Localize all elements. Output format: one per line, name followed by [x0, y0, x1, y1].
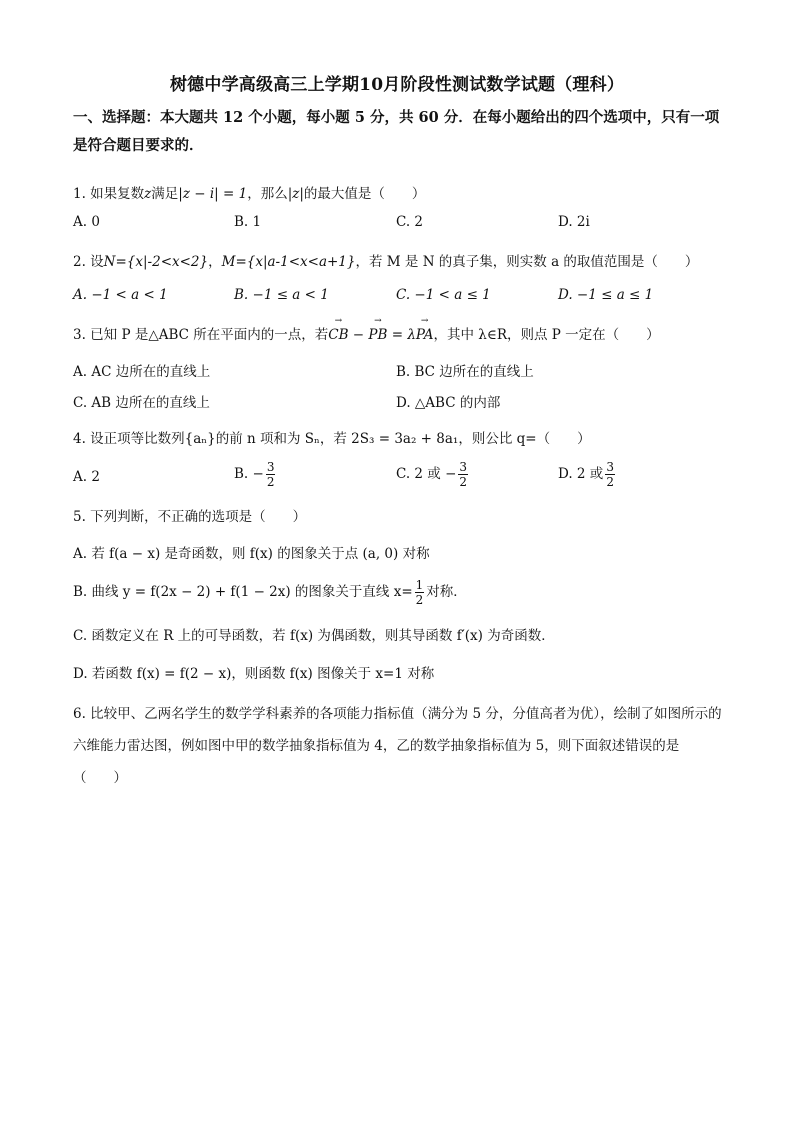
- question-3: [73, 323, 660, 343]
- q1-mid: 满足: [151, 186, 179, 202]
- q4-d-fraction: [605, 460, 615, 489]
- q3-option-c: C. AB 边所在的直线上: [73, 395, 210, 411]
- fraction-denominator: 2: [415, 593, 424, 607]
- q3-suffix: ，其中 λ∈R，则点 P 一定在（ ）: [433, 327, 660, 343]
- q1-option-d: D. 2i: [558, 214, 590, 230]
- q4-option-c: [396, 460, 470, 489]
- fraction-denominator: 2: [266, 475, 275, 489]
- q3-eq: = λ: [387, 327, 416, 343]
- q1-option-b: B. 1: [234, 214, 262, 230]
- q2-set-m: M={x|a-1<x<a+1}: [221, 254, 356, 270]
- question-5: 5. 下列判断，不正确的选项是（ ）: [73, 509, 307, 525]
- fraction-denominator: 2: [606, 475, 614, 489]
- q3-vector-pa: → PA: [416, 327, 434, 343]
- fraction-numerator: 3: [459, 460, 468, 474]
- q5-b-suffix: 对称．: [426, 584, 467, 600]
- q2-option-b: B. −1 ≤ a < 1: [234, 287, 329, 303]
- fraction-numerator: 1: [415, 578, 424, 592]
- q3-option-d: D. △ABC 的内部: [396, 395, 501, 411]
- q2-option-c: C. −1 < a ≤ 1: [396, 287, 491, 303]
- fraction-numerator: 3: [266, 460, 275, 474]
- q4-c-prefix: C. 2 或 −: [396, 466, 457, 482]
- fraction-denominator: 2: [459, 475, 468, 489]
- q4-b-fraction: [266, 460, 276, 489]
- section-heading: 一、选择题：本大题共 12 个小题，每小题 5 分，共 60 分．在每小题给出的四个选项中，只有一项是符合题目要求的．: [73, 109, 720, 154]
- q1-mid2: ，那么: [247, 186, 288, 202]
- q4-option-a: A. 2: [73, 469, 100, 485]
- q1-option-c: C. 2: [396, 214, 424, 230]
- question-4: 4. 设正项等比数列{aₙ}的前 n 项和为 Sₙ，若 2S₃ = 3a₂ + 8a₁，则公比 q=（ ）: [73, 431, 591, 447]
- q2-suffix: ，若 M 是 N 的真子集，则实数 a 的取值范围是（ ）: [355, 254, 699, 270]
- q1-option-a: A. 0: [73, 214, 100, 230]
- q4-c-fraction: [458, 460, 468, 489]
- fraction-numerator: 3: [606, 460, 614, 474]
- page-title: 树德中学高级高三上学期10月阶段性测试数学试题（理科）: [169, 75, 625, 95]
- q5-option-a: A. 若 f(a − x) 是奇函数，则 f(x) 的图象关于点 (a, 0) 对称: [73, 546, 430, 562]
- q5-option-c: C. 函数定义在 R 上的可导函数，若 f(x) 为偶函数，则其导函数 f′(x) 为奇函数．: [73, 628, 555, 644]
- q1-suffix: 的最大值是（ ）: [303, 186, 426, 202]
- q5-b-prefix: B. 曲线 y = f(2x − 2) + f(1 − 2x) 的图象关于直线 x=: [73, 584, 413, 600]
- question-1: [73, 182, 425, 202]
- question-6: 6. 比较甲、乙两名学生的数学学科素养的各项能力指标值（满分为 5 分，分值高者为优），绘制了如图所示的六维能力雷达图，例如图中甲的数学抽象指标值为 4，乙的数学抽象指标值为 5，则下面叙述错误的是（ ）: [73, 706, 722, 786]
- q2-prefix: 2. 设: [73, 254, 104, 270]
- q5-b-fraction: [415, 578, 425, 607]
- question-2: [73, 250, 698, 270]
- q3-vector-pb: → PB: [368, 327, 387, 343]
- q3-minus: −: [348, 327, 369, 343]
- q2-comma: ，: [208, 254, 222, 270]
- q4-option-d: [558, 460, 617, 489]
- q2-option-d: D. −1 ≤ a ≤ 1: [558, 287, 654, 303]
- q1-var: z: [144, 186, 152, 202]
- q3-prefix: 3. 已知 P 是△ABC 所在平面内的一点，若: [73, 327, 329, 343]
- q1-condition: |z − i| = 1: [178, 186, 248, 202]
- q5-option-d: D. 若函数 f(x) = f(2 − x)，则函数 f(x) 图像关于 x=1 对称: [73, 666, 435, 682]
- q2-set-n: N={x|-2<x<2}: [103, 254, 209, 270]
- q4-b-prefix: B. −: [234, 466, 264, 482]
- q4-d-prefix: D. 2 或: [558, 466, 604, 482]
- q1-abs: |z|: [287, 186, 304, 202]
- q4-option-b: [234, 460, 277, 489]
- q2-option-a: A. −1 < a < 1: [73, 287, 168, 303]
- q3-option-a: A. AC 边所在的直线上: [73, 364, 211, 380]
- q1-prefix: 1. 如果复数: [73, 186, 145, 202]
- q3-option-b: B. BC 边所在的直线上: [396, 364, 534, 380]
- q3-vector-cb: → CB: [328, 327, 348, 343]
- q5-option-b: [73, 578, 467, 607]
